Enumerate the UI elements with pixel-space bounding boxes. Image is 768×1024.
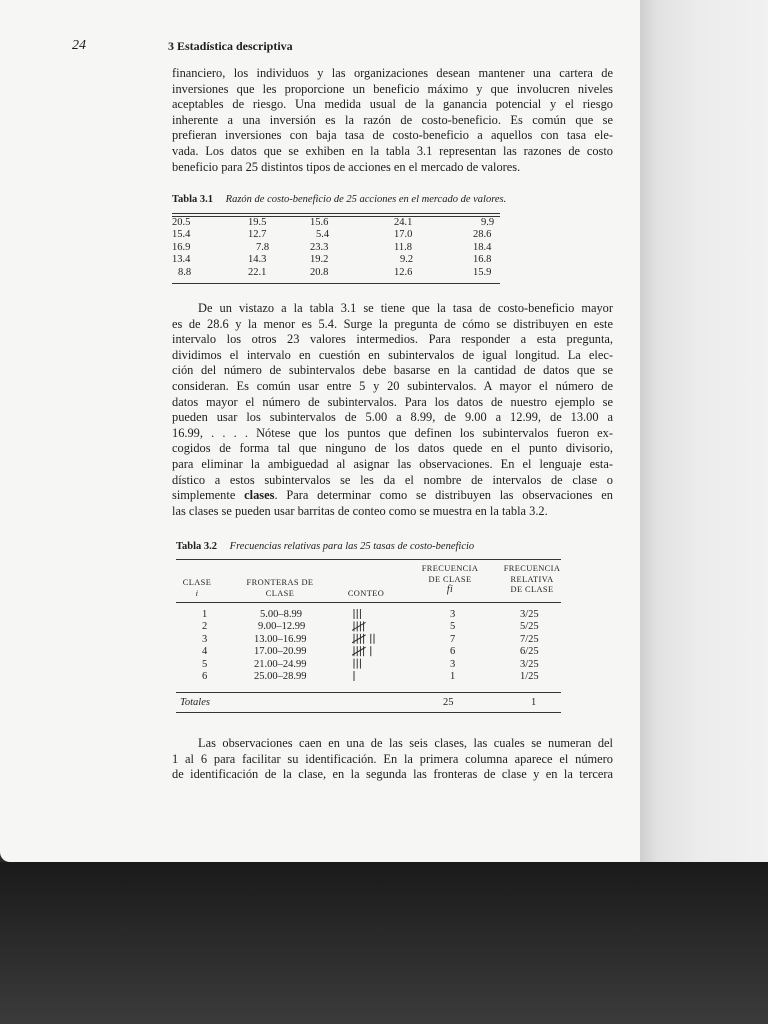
table-cell: 1/25	[520, 670, 539, 682]
text-line: 1 al 6 para facilitar su identificación. En la primera columna aparece el número	[172, 751, 613, 766]
table-cell: 7.8	[256, 241, 270, 253]
text-line: Las observaciones caen en una de las seis clases, las cuales se numeran del	[198, 736, 613, 750]
table2-totals-rule	[176, 692, 561, 693]
totals-relative: 1	[531, 697, 537, 708]
table-row	[172, 254, 500, 266]
table-cell: 7	[450, 633, 456, 645]
header-clase	[176, 578, 218, 599]
table-cell: 3	[450, 658, 456, 670]
text-line: es de 28.6 y la menor es 5.4. Surge la pregunta de cómo se distribuyen en este	[172, 316, 613, 331]
tally-marks	[352, 606, 412, 686]
totals-frequency: 25	[443, 697, 454, 708]
header-fronteras	[240, 578, 320, 599]
table-cell: 9.00–12.99	[258, 621, 306, 633]
header-text: FRONTERAS DE	[246, 578, 314, 587]
header-text: DE CLASE	[428, 574, 472, 584]
table-cell: 17.00–20.99	[254, 646, 307, 658]
paragraph-2	[172, 301, 613, 519]
totals-label: Totales	[180, 697, 210, 708]
table-cell: 12.6	[394, 266, 413, 278]
table1-label: Tabla 3.1	[172, 194, 214, 205]
header-text: CLASE	[182, 578, 212, 587]
table-cell: 24.1	[394, 217, 413, 228]
table-cell: 5.4	[316, 229, 330, 241]
table-cell: 28.6	[473, 229, 492, 241]
table-row	[172, 267, 500, 279]
text-line: de identificación de la clase, en la segunda las fronteras de clase y en la tercera	[172, 767, 613, 782]
header-text: DE CLASE	[510, 585, 554, 594]
header-conteo	[340, 589, 392, 600]
table-cell: 22.1	[248, 266, 267, 278]
table2-caption-text: Frecuencias relativas para las 25 tasas de costo-beneficio	[229, 541, 475, 552]
table-cell: 2	[202, 621, 208, 633]
table-cell: 23.3	[310, 241, 329, 253]
text-fragment: simplemente	[172, 488, 236, 503]
text-fragment: . Para determinar como se distribuyen las observaciones en	[274, 488, 613, 503]
table-row	[172, 242, 500, 254]
table2-label: Tabla 3.2	[176, 541, 218, 552]
table-cell: 7/25	[520, 633, 539, 645]
table-cell: 20.5	[172, 217, 191, 228]
table1-caption-text: Razón de costo-beneficio de 25 acciones en el mercado de valores.	[225, 194, 507, 205]
table-cell: 15.9	[473, 266, 492, 278]
text-line	[172, 488, 613, 504]
table-cell: 15.4	[172, 229, 191, 241]
header-text: RELATIVA	[510, 574, 554, 584]
text-line: aceptables de riesgo. Una medida usual de la ganancia potencial y el riesgo	[172, 97, 613, 112]
header-frecuencia	[418, 564, 482, 596]
header-text: FRECUENCIA	[421, 564, 479, 573]
text-line: prefieran inversiones con baja tasa de costo-beneficio a aquellos con tasa ele-	[172, 128, 613, 143]
header-text: i	[195, 588, 199, 598]
text-line: las clases se pueden usar barritas de conteo como se muestra en la tabla 3.2.	[172, 503, 548, 518]
table-cell: 12.7	[248, 229, 267, 241]
table-cell: 5	[450, 621, 456, 633]
table-cell: 3	[202, 633, 208, 645]
table-cell: 6	[450, 646, 456, 658]
table-cell: 1	[450, 670, 456, 682]
header-text: fi	[446, 584, 454, 595]
table-cell: 14.3	[248, 254, 267, 266]
table-cell: 9.9	[481, 217, 495, 228]
header-text: FRECUENCIA	[503, 564, 561, 573]
table-cell: 20.8	[310, 266, 329, 278]
text-line: beneficio para 25 distintos tipos de acciones en el mercado de valores.	[172, 159, 521, 174]
table-cell: 5.00–8.99	[260, 609, 302, 620]
table2-header-rule	[176, 602, 561, 603]
table-cell: 16.9	[172, 241, 191, 253]
table-cell: 9.2	[400, 254, 414, 266]
table-cell: 1	[202, 609, 208, 620]
text-line: ción del número de subintervalos debe basarse en la cantidad de datos que se	[172, 363, 613, 378]
table-cell: 6/25	[520, 646, 539, 658]
table2-top-rule	[176, 559, 561, 560]
table-cell: 16.8	[473, 254, 492, 266]
scan-dark-background	[0, 862, 768, 1024]
intro-paragraph	[172, 66, 613, 175]
table-cell: 3	[450, 609, 456, 620]
table1-body	[172, 217, 500, 279]
table2-caption	[176, 541, 474, 552]
text-line: 16.99, . . . . Nótese que los puntos que definen los subintervalos fueron ex-	[172, 425, 613, 440]
text-line: De un vistazo a la tabla 3.1 se tiene que la tasa de costo-beneficio mayor	[198, 301, 613, 315]
table-cell: 5	[202, 658, 208, 670]
table-cell: 19.5	[248, 217, 267, 228]
table-cell: 5/25	[520, 621, 539, 633]
text-line: dividimos el intervalo en cuestión en subintervalos de igual longitud. La elec-	[172, 347, 613, 362]
table-cell: 13.00–16.99	[254, 633, 307, 645]
text-line: datos mayor el número de subintervalos. Para los datos de nuestro ejemplo se	[172, 394, 613, 409]
text-line: para eliminar la ambiguedad al asignar las observaciones. En el lenguaje esta-	[172, 456, 613, 471]
text-line: inversiones que les proporcione un beneficio máximo y que involucren niveles	[172, 81, 613, 96]
text-line: vada. Los datos que se exhiben en la tabla 3.1 representan las razones de costo	[172, 143, 613, 158]
text-line: dístico a estos subintervalos se les da el nombre de intervalos de clase o	[172, 472, 613, 487]
table-row	[172, 217, 500, 229]
page-number: 24	[72, 38, 86, 53]
header-text: CONTEO	[347, 589, 385, 598]
table2-bottom-rule	[176, 712, 561, 713]
table-cell: 3/25	[520, 609, 539, 620]
header-text: CLASE	[265, 588, 295, 598]
text-line: financiero, los individuos y las organizaciones desean mantener una cartera de	[172, 66, 613, 80]
scan-right-margin	[640, 0, 768, 862]
table-cell: 13.4	[172, 254, 191, 266]
table-cell: 11.8	[394, 241, 412, 253]
table-cell: 3/25	[520, 658, 539, 670]
table-cell: 8.8	[178, 266, 192, 278]
text-line: consideran. Es común usar entre 5 y 20 subintervalos. A mayor el número de	[172, 378, 613, 393]
text-line: inherente a una inversión es la razón de costo-beneficio. Es común que se	[172, 112, 613, 127]
table-cell: 19.2	[310, 254, 329, 266]
table-cell: 25.00–28.99	[254, 670, 307, 682]
running-head: 3 Estadística descriptiva	[168, 39, 293, 53]
term-clases: clases	[244, 488, 275, 503]
text-line: intervalo los otros 23 valores intermedios. Para responder a esta pregunta,	[172, 332, 613, 347]
table-cell: 15.6	[310, 217, 329, 228]
text-line: cogidos de forma tal que ninguno de los datos quede en el punto divisorio,	[172, 441, 613, 456]
table-cell: 18.4	[473, 241, 492, 253]
table1-caption	[172, 194, 506, 205]
table-cell: 6	[202, 670, 208, 682]
text-line: pueden usar los subintervalos de 5.00 a 8.99, de 9.00 a 12.99, de 13.00 a	[172, 410, 613, 425]
table-cell: 4	[202, 646, 208, 658]
table-cell: 21.00–24.99	[254, 658, 307, 670]
table1-top-rule	[172, 213, 500, 214]
table-row	[172, 229, 500, 241]
table1-bottom-rule	[172, 283, 500, 284]
final-paragraph	[172, 736, 613, 783]
header-relativa	[498, 564, 566, 596]
table-cell: 17.0	[394, 229, 413, 241]
